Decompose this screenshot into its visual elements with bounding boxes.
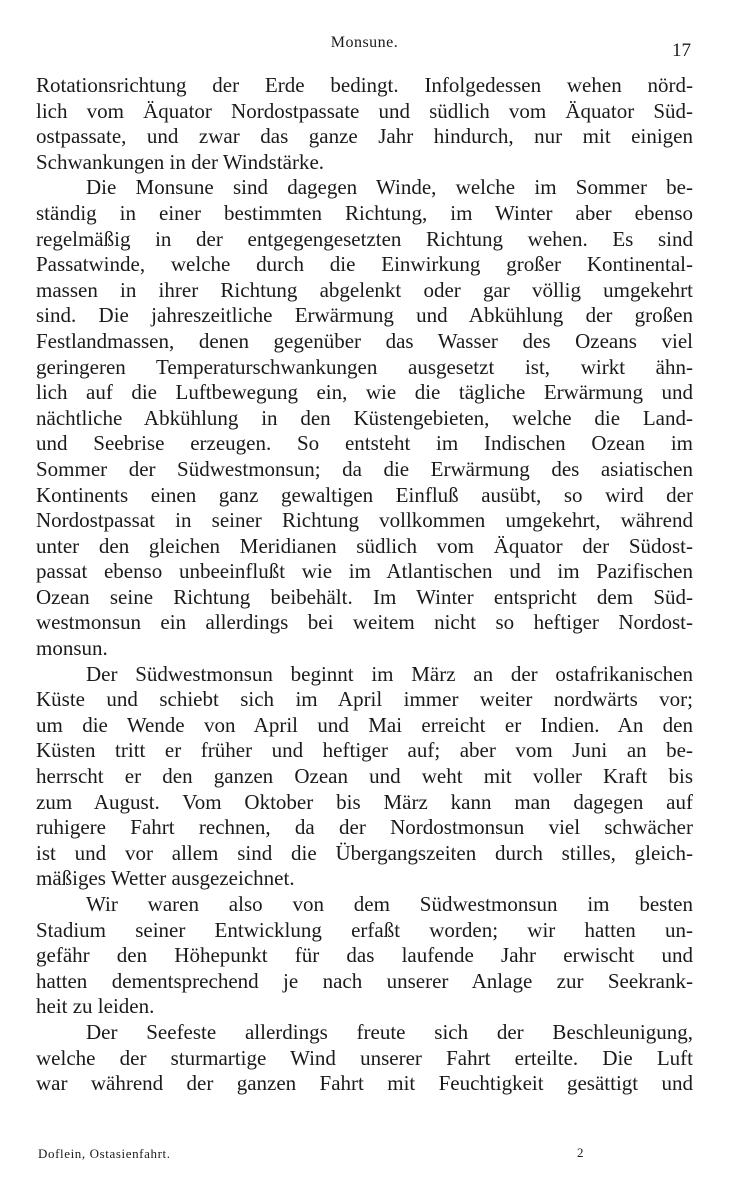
text-line: Die Monsune sind dagegen Winde, welche im Sommer be- xyxy=(86,175,693,200)
text-line: unter den gleichen Meridianen südlich vom Äquator der Südost- xyxy=(36,533,693,558)
text-line: Der Seefeste allerdings freute sich der Beschleunigung, xyxy=(86,1019,693,1044)
text-line: Wir waren also von dem Südwestmonsun im besten xyxy=(86,892,693,916)
text-line: ostpassate, und zwar das ganze Jahr hindurch, nur mit einigen xyxy=(36,124,693,149)
text-line: hatten dementsprechend je nach unserer Anlage zur Seekrank- xyxy=(36,968,693,993)
body-text xyxy=(36,73,693,1097)
text-line: lich auf die Luftbewegung ein, wie die tägliche Erwärmung und xyxy=(36,380,693,405)
text-line: ständig in einer bestimmten Richtung, im Winter aber ebenso xyxy=(36,200,693,225)
text-line: monsun. xyxy=(36,636,108,661)
text-line: lich vom Äquator Nordostpassate und südlich vom Äquator Süd- xyxy=(36,98,693,123)
text-line: ist und vor allem sind die Übergangszeiten durch stilles, gleich- xyxy=(36,840,693,865)
text-line: Rotationsrichtung der Erde bedingt. Infolgedessen wehen nörd- xyxy=(36,73,693,97)
text-line: Kontinents einen ganz gewaltigen Einfluß ausübt, so wird der xyxy=(36,482,693,507)
text-line: Nordostpassat in seiner Richtung vollkommen umgekehrt, während xyxy=(36,508,693,533)
text-line: gefähr den Höhepunkt für das laufende Jahr erwischt und xyxy=(36,943,693,968)
text-line: zum August. Vom Oktober bis März kann man dagegen auf xyxy=(36,789,693,814)
text-line: welche der sturmartige Wind unserer Fahrt erteilte. Die Luft xyxy=(36,1045,693,1070)
text-line: Küsten tritt er früher und heftiger auf; aber vom Juni an be- xyxy=(36,738,693,763)
text-line: Sommer der Südwestmonsun; da die Erwärmung des asiatischen xyxy=(36,456,693,481)
text-line: Festlandmassen, denen gegenüber das Wasser des Ozeans viel xyxy=(36,328,693,353)
text-line: passat ebenso unbeeinflußt wie im Atlantischen und im Pazifischen xyxy=(36,559,693,584)
text-line: mäßiges Wetter ausgezeichnet. xyxy=(36,866,295,891)
text-line: um die Wende von April und Mai erreicht er Indien. An den xyxy=(36,712,693,737)
text-line: und Seebrise erzeugen. So entsteht im Indischen Ozean im xyxy=(36,431,693,456)
text-line: Der Südwestmonsun beginnt im März an der ostafrikanischen xyxy=(86,661,693,686)
text-line: Passatwinde, welche durch die Einwirkung großer Kontinental- xyxy=(36,252,693,277)
text-line: Schwankungen in der Windstärke. xyxy=(36,149,325,174)
printer-signature: Doflein, Ostasienfahrt. xyxy=(38,1146,171,1161)
text-line: nächtliche Abkühlung in den Küstengebieten, welche die Land- xyxy=(36,405,693,430)
text-line: Ozean seine Richtung beibehält. Im Winter entspricht dem Süd- xyxy=(36,584,693,609)
text-line: ruhigere Fahrt rechnen, da der Nordostmonsun viel schwächer xyxy=(36,815,693,840)
text-line: war während der ganzen Fahrt mit Feuchtigkeit gesättigt und xyxy=(36,1071,693,1096)
signature-mark: 2 xyxy=(577,1145,584,1160)
page-number: 17 xyxy=(672,40,691,61)
text-line: regelmäßig in der entgegengesetzten Richtung wehen. Es sind xyxy=(36,226,693,251)
text-line: herrscht er den ganzen Ozean und weht mit voller Kraft bis xyxy=(36,764,693,789)
text-line: westmonsun ein allerdings bei weitem nicht so heftiger Nordost- xyxy=(36,610,693,635)
text-line: geringeren Temperaturschwankungen ausgesetzt ist, wirkt ähn- xyxy=(36,354,693,379)
text-line: Stadium seiner Entwicklung erfaßt worden; wir hatten un- xyxy=(36,917,693,942)
text-line: massen in ihrer Richtung abgelenkt oder gar völlig umgekehrt xyxy=(36,277,693,302)
running-title: Monsune. xyxy=(330,34,399,51)
text-line: sind. Die jahreszeitliche Erwärmung und Abkühlung der großen xyxy=(36,303,693,328)
text-line: Küste und schiebt sich im April immer weiter nordwärts vor; xyxy=(36,687,693,712)
text-line: heit zu leiden. xyxy=(36,994,155,1019)
